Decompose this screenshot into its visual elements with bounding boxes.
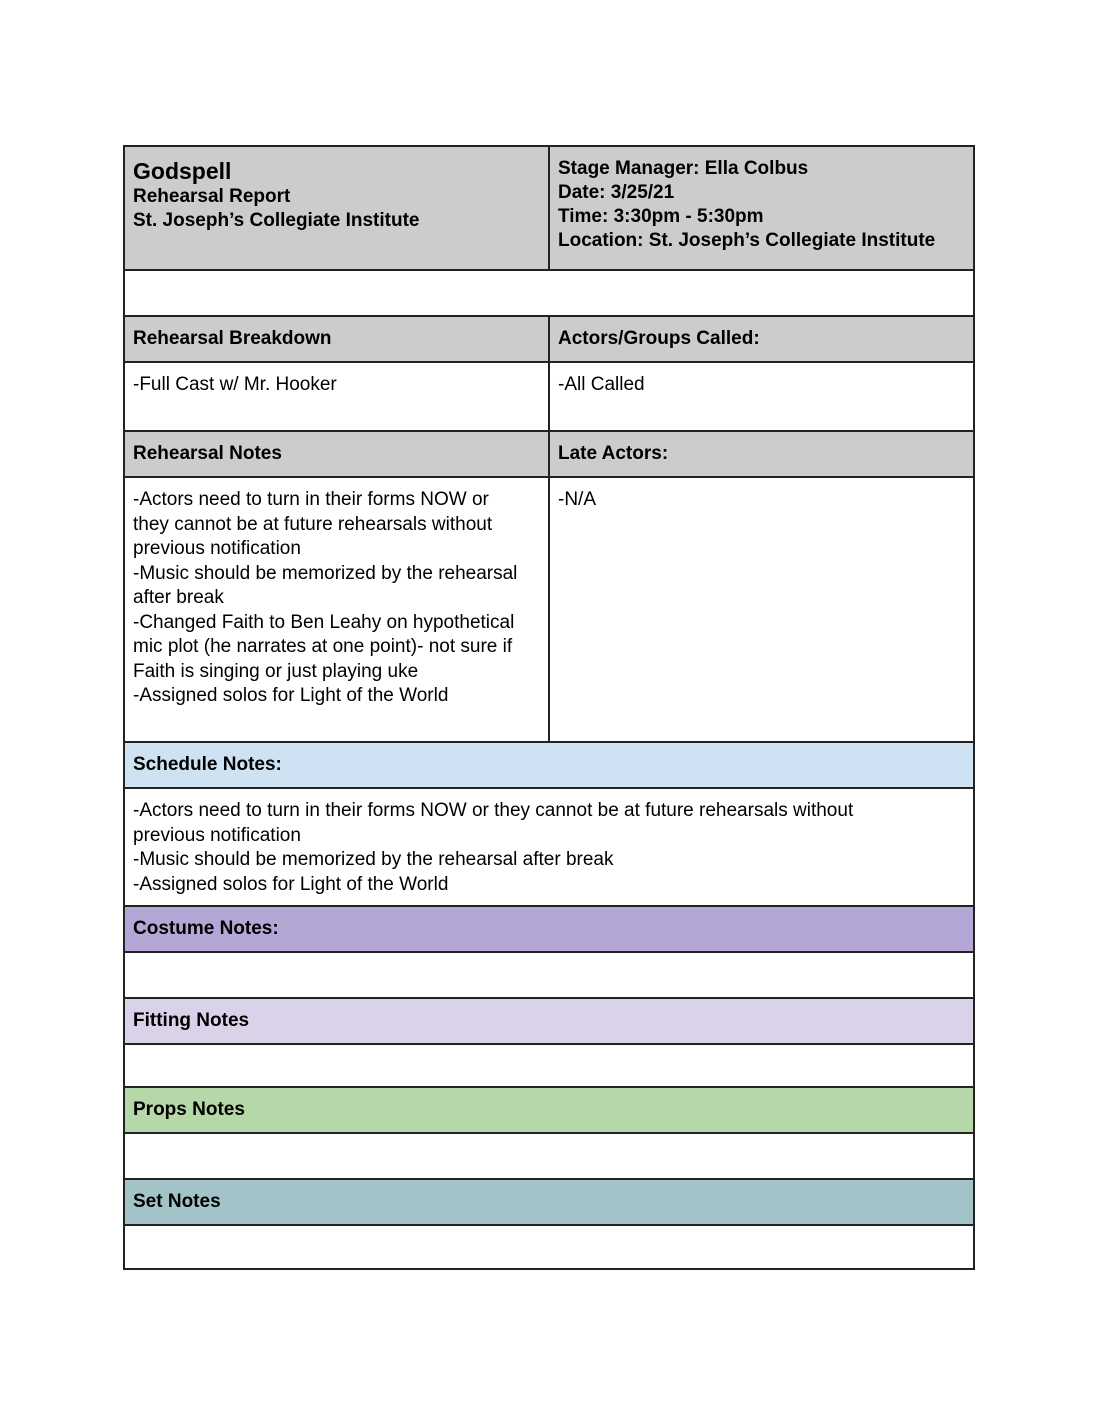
rehearsal-note-line: -Actors need to turn in their forms NOW or	[133, 489, 489, 510]
spacer-row	[124, 270, 974, 316]
fitting-notes-label: Fitting Notes	[124, 998, 974, 1044]
rehearsal-note-line: -Music should be memorized by the rehearsal	[133, 562, 518, 584]
props-notes-label: Props Notes	[124, 1087, 974, 1133]
schedule-notes-content-row	[124, 788, 974, 906]
schedule-note-line: -Actors need to turn in their forms NOW or they cannot be at future rehearsals without	[133, 800, 854, 821]
fitting-notes-cell	[124, 1044, 974, 1087]
rehearsal-breakdown-label: Rehearsal Breakdown	[124, 316, 549, 362]
rehearsal-location: Location: St. Joseph’s Collegiate Institute	[558, 230, 936, 251]
props-notes-header-row	[124, 1087, 974, 1133]
rehearsal-breakdown-cell	[124, 362, 549, 431]
props-notes-content-row	[124, 1133, 974, 1179]
breakdown-content-row	[124, 362, 974, 431]
actors-called-label: Actors/Groups Called:	[549, 316, 974, 362]
rehearsal-note-line: after break	[133, 587, 224, 608]
rehearsal-notes-label: Rehearsal Notes	[124, 431, 549, 477]
report-type: Rehearsal Report	[133, 186, 291, 207]
rehearsal-notes-cell	[124, 477, 549, 742]
rehearsal-note-line: previous notification	[133, 538, 301, 559]
stage-manager: Stage Manager: Ella Colbus	[558, 158, 809, 179]
rehearsal-note-line: Faith is singing or just playing uke	[133, 660, 419, 682]
notes-content-row	[124, 477, 974, 742]
costume-notes-content-row	[124, 952, 974, 998]
schedule-note-line: -Assigned solos for Light of the World	[133, 873, 449, 895]
actors-called-cell	[549, 362, 974, 431]
notes-header-row	[124, 431, 974, 477]
show-title: Godspell	[133, 158, 232, 184]
schedule-notes-header-row	[124, 742, 974, 788]
breakdown-item: -Full Cast w/ Mr. Hooker	[133, 374, 337, 395]
breakdown-header-row	[124, 316, 974, 362]
costume-notes-label: Costume Notes:	[124, 906, 974, 952]
rehearsal-info-cell	[549, 146, 974, 270]
spacer-cell	[124, 270, 974, 316]
late-actors-item: -N/A	[558, 489, 596, 510]
schedule-note-line: previous notification	[133, 824, 301, 846]
rehearsal-note-line: -Changed Faith to Ben Leahy on hypothetical	[133, 611, 515, 633]
show-info-cell	[124, 146, 549, 270]
rehearsal-note-line: they cannot be at future rehearsals without	[133, 513, 493, 535]
costume-notes-cell	[124, 952, 974, 998]
late-actors-cell	[549, 477, 974, 742]
set-notes-header-row	[124, 1179, 974, 1225]
late-actors-label: Late Actors:	[549, 431, 974, 477]
actors-called-item: -All Called	[558, 374, 645, 395]
costume-notes-header-row	[124, 906, 974, 952]
props-notes-cell	[124, 1133, 974, 1179]
schedule-notes-cell	[124, 788, 974, 906]
schedule-notes-label: Schedule Notes:	[124, 742, 974, 788]
fitting-notes-content-row	[124, 1044, 974, 1087]
rehearsal-report-table	[123, 145, 975, 1270]
set-notes-cell	[124, 1225, 974, 1269]
fitting-notes-header-row	[124, 998, 974, 1044]
rehearsal-date: Date: 3/25/21	[558, 182, 675, 203]
school-name: St. Joseph’s Collegiate Institute	[133, 210, 420, 231]
set-notes-content-row	[124, 1225, 974, 1269]
rehearsal-note-line: -Assigned solos for Light of the World	[133, 685, 449, 706]
rehearsal-note-line: mic plot (he narrates at one point)- not sure if	[133, 636, 513, 657]
report-header-row	[124, 146, 974, 270]
set-notes-label: Set Notes	[124, 1179, 974, 1225]
schedule-note-line: -Music should be memorized by the rehearsal after break	[133, 849, 614, 870]
rehearsal-time: Time: 3:30pm - 5:30pm	[558, 206, 764, 227]
